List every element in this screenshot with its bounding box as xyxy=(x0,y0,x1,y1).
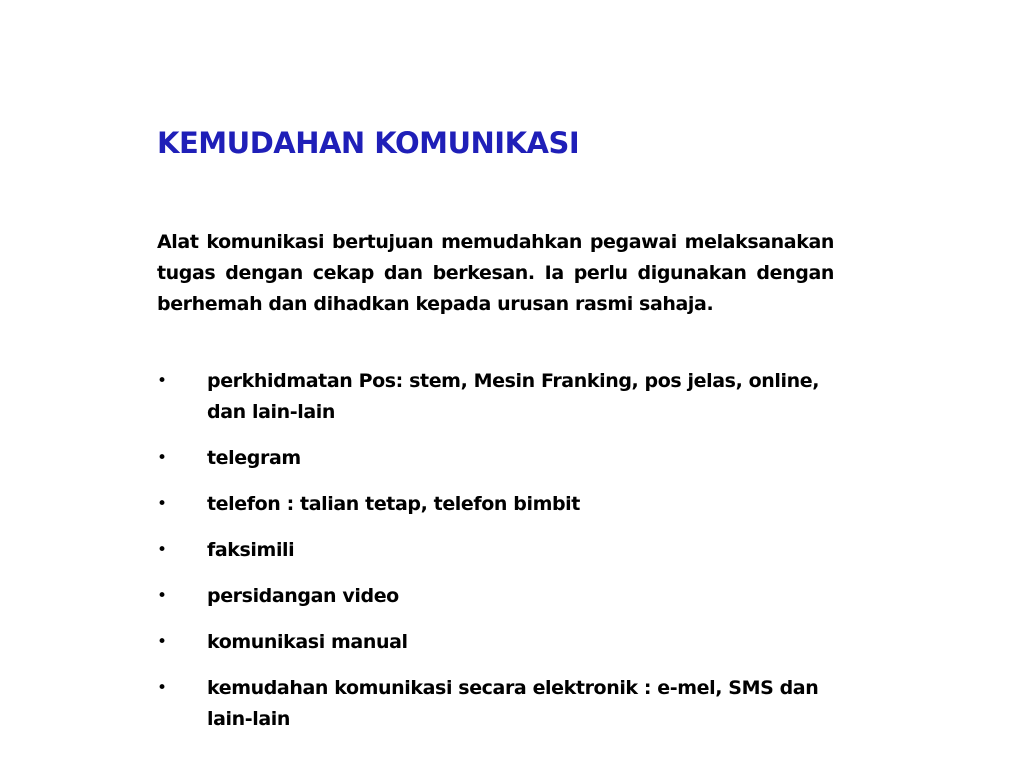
bullet-item-elektronik xyxy=(157,673,837,735)
intro-paragraph: Alat komunikasi bertujuan memudahkan pegawai melaksanakan tugas dengan cekap dan berkesan. Ia perlu digunakan dengan berhemah dan dihadkan kepada urusan rasmi sahaja. xyxy=(157,231,834,315)
slide-title: KEMUDAHAN KOMUNIKASI xyxy=(157,126,580,160)
bullet-list xyxy=(157,366,837,750)
bullet-text: telegram xyxy=(207,447,301,469)
bullet-icon: • xyxy=(157,371,167,391)
bullet-text: faksimili xyxy=(207,539,295,561)
bullet-item-persidangan-video xyxy=(157,581,837,612)
bullet-icon: • xyxy=(157,586,167,606)
bullet-text: persidangan video xyxy=(207,585,399,607)
bullet-icon: • xyxy=(157,448,167,468)
bullet-icon: • xyxy=(157,540,167,560)
bullet-text: kemudahan komunikasi secara elektronik : e-mel, SMS dan lain-lain xyxy=(207,677,819,730)
bullet-icon: • xyxy=(157,632,167,652)
bullet-item-komunikasi-manual xyxy=(157,627,837,658)
bullet-text: telefon : talian tetap, telefon bimbit xyxy=(207,493,580,515)
bullet-item-telegram xyxy=(157,443,837,474)
bullet-text: komunikasi manual xyxy=(207,631,408,653)
bullet-text: perkhidmatan Pos: stem, Mesin Franking, pos jelas, online, dan lain-lain xyxy=(207,370,820,423)
bullet-item-faksimili xyxy=(157,535,837,566)
bullet-icon: • xyxy=(157,494,167,514)
bullet-item-pos xyxy=(157,366,837,428)
bullet-icon: • xyxy=(157,678,167,698)
bullet-item-telefon xyxy=(157,489,837,520)
